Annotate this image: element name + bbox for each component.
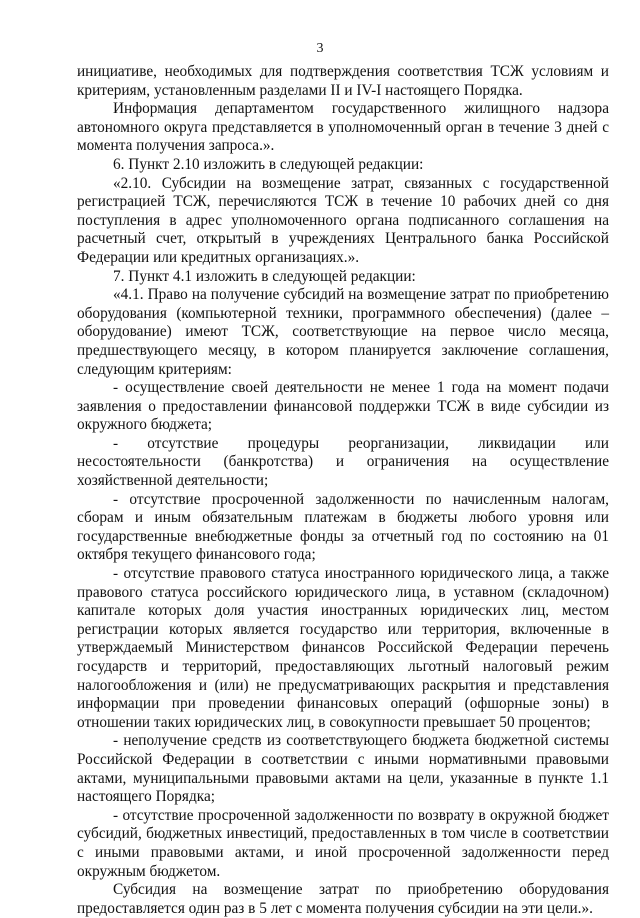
paragraph-11: - неполучение средств из соответствующего бюджета бюджетной системы Российской Федерации в соответствии с иными нормативными правовыми актами, муниципальными правовыми актами на цели, указанные в пункте 1.1 настоящего Порядка; [77, 732, 609, 806]
document-body [77, 63, 609, 918]
paragraph-4: «2.10. Субсидии на возмещение затрат, связанных с государственной регистрацией ТСЖ, перечисляются ТСЖ в течение 10 рабочих дней со дня поступления в адрес уполномоченного органа подписанного соглашения на расчетный счет, открытый в учреждениях Центрального банка Российской Федерации или кредитных организациях.». [77, 174, 609, 266]
paragraph-2: Информация департаментом государственного жилищного надзора автономного округа представляется в уполномоченный орган в течение 3 дней с момента получения запроса.». [77, 100, 609, 155]
paragraph-6: «4.1. Право на получение субсидий на возмещение затрат по приобретению оборудования (компьютерной техники, программного обеспечения) (далее – оборудование) имеют ТСЖ, соответствующие на первое число месяца, предшествующего месяцу, в котором планируется заключение соглашения, следующим критериям: [77, 286, 609, 378]
paragraph-1: инициативе, необходимых для подтверждения соответствия ТСЖ условиям и критериям, установленным разделами II и IV-I настоящего Порядка. [77, 63, 609, 99]
paragraph-12: - отсутствие просроченной задолженности по возврату в окружной бюджет субсидий, бюджетных инвестиций, предоставленных в том числе в соответствии с иными правовыми актами, и иной просроченной задолженности перед окружным бюджетом. [77, 806, 609, 880]
paragraph-9: - отсутствие просроченной задолженности по начисленным налогам, сборам и иным обязательным платежам в бюджеты любого уровня или государственные внебюджетные фонды за отчетный год по состоянию на 01 октября текущего финансового года; [77, 490, 609, 564]
paragraph-7: - осуществление своей деятельности не менее 1 года на момент подачи заявления о предоставлении финансовой поддержки ТСЖ в виде субсидии из окружного бюджета; [77, 379, 609, 434]
page-number: 3 [316, 41, 324, 56]
paragraph-3: 6. Пункт 2.10 изложить в следующей редакции: [113, 155, 424, 173]
paragraph-10: - отсутствие правового статуса иностранного юридического лица, а также правового статуса российского юридического лица, в уставном (складочном) капитале которых доля участия иностранных юридических лиц, местом регистрации которых является государство или территория, включенные в утверждаемый Министерством финансов Российской Федерации перечень государств и территорий, предоставляющих льготный налоговый режим налогообложения и (или) не предусматривающих раскрытия и представления информации при проведении финансовых операций (офшорные зоны) в отношении таких юридических лиц, в совокупности превышает 50 процентов; [77, 565, 609, 731]
paragraph-8: - отсутствие процедуры реорганизации, ликвидации или несостоятельности (банкротства) и ограничения на осуществление хозяйственной деятельности; [77, 434, 609, 490]
paragraph-13: Субсидия на возмещение затрат по приобретению оборудования предоставляется один раз в 5 лет с момента получения субсидии на эти цели.». [77, 881, 609, 917]
paragraph-5: 7. Пункт 4.1 изложить в следующей редакции: [113, 267, 416, 285]
